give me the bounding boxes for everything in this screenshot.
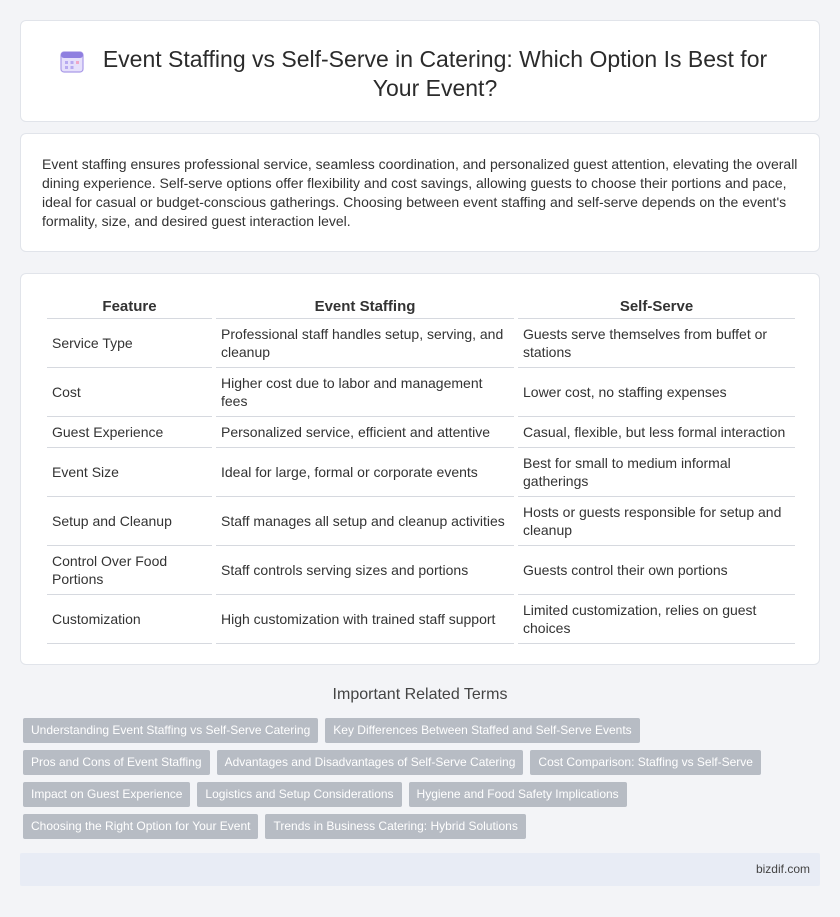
- self-serve-cell: Guests serve themselves from buffet or stations: [518, 319, 795, 368]
- related-term-link[interactable]: Pros and Cons of Event Staffing: [23, 750, 210, 775]
- staffing-cell: Higher cost due to labor and management fees: [216, 368, 514, 417]
- table-row: [47, 546, 795, 595]
- footer-site-link[interactable]: bizdif.com: [755, 862, 810, 876]
- header-feature: Feature: [47, 296, 212, 319]
- table-row: [47, 417, 795, 448]
- related-term-link[interactable]: Cost Comparison: Staffing vs Self-Serve: [530, 750, 761, 775]
- related-term-link[interactable]: Hygiene and Food Safety Implications: [409, 782, 627, 807]
- self-serve-cell: Best for small to medium informal gatherings: [518, 448, 795, 497]
- self-serve-cell: Limited customization, relies on guest choices: [518, 595, 795, 644]
- staffing-cell: Staff controls serving sizes and portions: [216, 546, 514, 595]
- table-row: [47, 595, 795, 644]
- feature-cell: Guest Experience: [47, 417, 212, 448]
- feature-cell: Cost: [47, 368, 212, 417]
- title-card: [20, 20, 820, 122]
- table-row: [47, 448, 795, 497]
- related-term-link[interactable]: Key Differences Between Staffed and Self-Serve Events: [325, 718, 639, 743]
- self-serve-cell: Lower cost, no staffing expenses: [518, 368, 795, 417]
- feature-cell: Customization: [47, 595, 212, 644]
- comparison-table: [43, 296, 799, 644]
- table-row: [47, 497, 795, 546]
- intro-paragraph: Event staffing ensures professional service, seamless coordination, and personalized guest attention, elevating the overall dining experience. Self-serve options offer flexibility and cost savings, allowing guests to choose their portions and pace, ideal for casual or budget-conscious gatherings. Choosing between event staffing and self-serve depends on the event's formality, size, and desired guest interaction level.: [42, 156, 798, 229]
- table-row: [47, 368, 795, 417]
- related-terms-list: [23, 718, 823, 846]
- feature-cell: Event Size: [47, 448, 212, 497]
- staffing-cell: Personalized service, efficient and attentive: [216, 417, 514, 448]
- header-self-serve: Self-Serve: [518, 296, 795, 319]
- feature-cell: Setup and Cleanup: [47, 497, 212, 546]
- self-serve-cell: Casual, flexible, but less formal interaction: [518, 417, 795, 448]
- related-term-link[interactable]: Choosing the Right Option for Your Event: [23, 814, 258, 839]
- related-term-link[interactable]: Trends in Business Catering: Hybrid Solutions: [265, 814, 525, 839]
- comparison-card: [20, 273, 820, 665]
- related-term-link[interactable]: Impact on Guest Experience: [23, 782, 190, 807]
- self-serve-cell: Guests control their own portions: [518, 546, 795, 595]
- table-header-row: [47, 296, 795, 319]
- related-term-link[interactable]: Advantages and Disadvantages of Self-Serve Catering: [217, 750, 524, 775]
- feature-cell: Control Over Food Portions: [47, 546, 212, 595]
- table-row: [47, 319, 795, 368]
- intro-card: [20, 133, 820, 252]
- staffing-cell: Professional staff handles setup, serving, and cleanup: [216, 319, 514, 368]
- header-event-staffing: Event Staffing: [216, 296, 514, 319]
- related-terms-heading: Important Related Terms: [332, 686, 508, 703]
- related-term-link[interactable]: Logistics and Setup Considerations: [197, 782, 401, 807]
- staffing-cell: Staff manages all setup and cleanup activities: [216, 497, 514, 546]
- feature-cell: Service Type: [47, 319, 212, 368]
- page-title: Event Staffing vs Self-Serve in Catering: Which Option Is Best for Your Event?: [102, 46, 768, 101]
- staffing-cell: High customization with trained staff support: [216, 595, 514, 644]
- staffing-cell: Ideal for large, formal or corporate events: [216, 448, 514, 497]
- related-term-link[interactable]: Understanding Event Staffing vs Self-Serve Catering: [23, 718, 318, 743]
- footer-bar: [20, 853, 820, 886]
- self-serve-cell: Hosts or guests responsible for setup and cleanup: [518, 497, 795, 546]
